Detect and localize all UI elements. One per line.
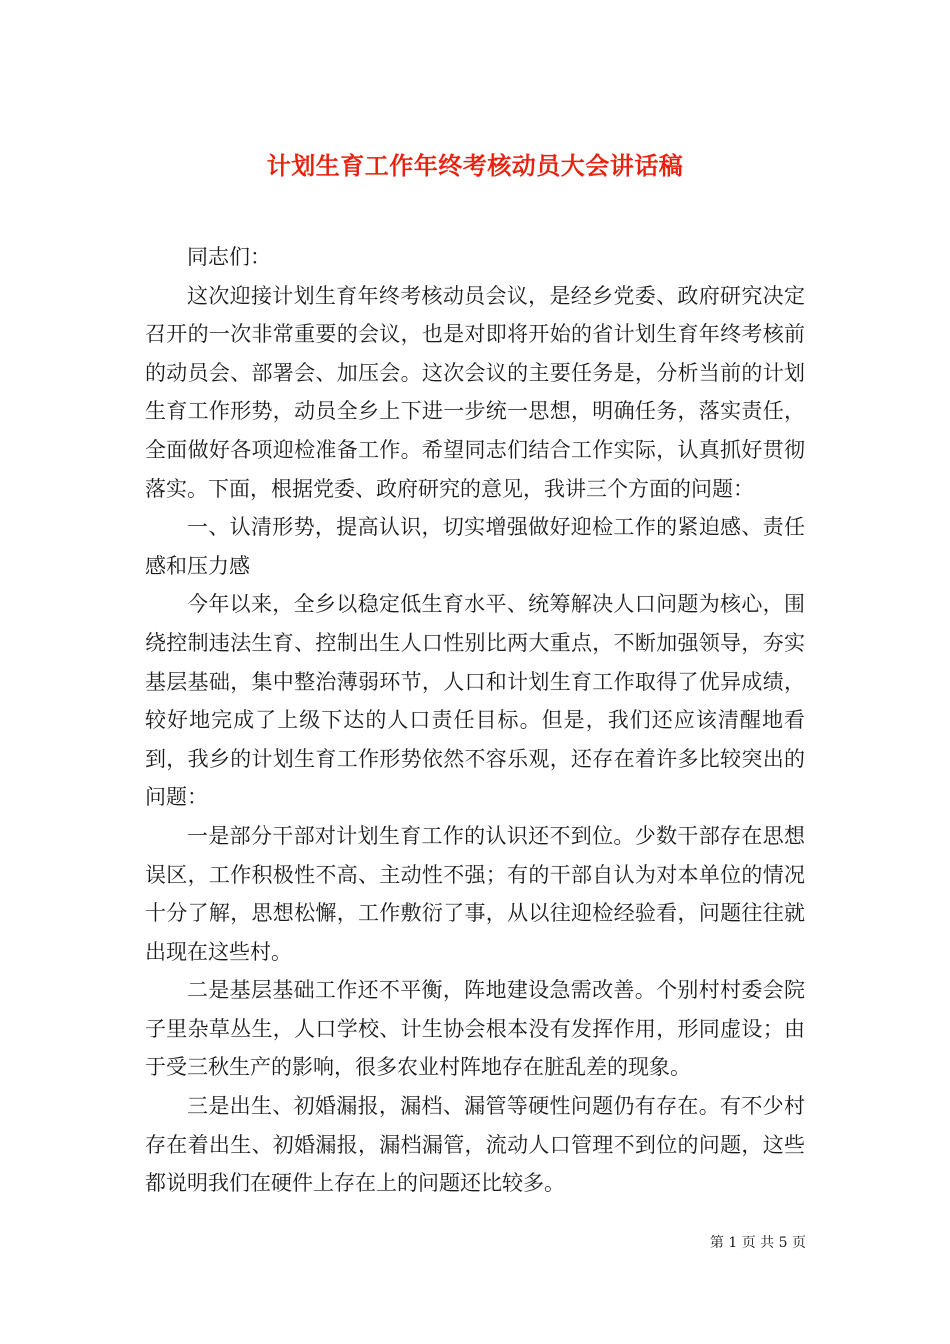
section-heading-one: 一、认清形势，提高认识，切实增强做好迎检工作的紧迫感、责任感和压力感 [145, 515, 805, 578]
document-body [145, 238, 805, 1203]
paragraph-problem-one: 一是部分干部对计划生育工作的认识还不到位。少数干部存在思想误区，工作积极性不高、主动性不强；有的干部自认为对本单位的情况十分了解，思想松懈，工作敷衍了事，从以往迎检经验看，问题往往就出现在这些村。 [145, 823, 805, 964]
paragraph-situation: 今年以来，全乡以稳定低生育水平、统筹解决人口问题为核心，围绕控制违法生育、控制出生人口性别比两大重点，不断加强领导，夯实基层基础，集中整治薄弱环节，人口和计划生育工作取得了优异成绩，较好地完成了上级下达的人口责任目标。但是，我们还应该清醒地看到，我乡的计划生育工作形势依然不容乐观，还存在着许多比较突出的问题： [145, 592, 805, 810]
salutation: 同志们： [187, 245, 271, 269]
page-number-footer: 第 1 页 共 5 页 [709, 1235, 806, 1251]
paragraph-problem-three: 三是出生、初婚漏报，漏档、漏管等硬性问题仍有存在。有不少村存在着出生、初婚漏报，漏档漏管，流动人口管理不到位的问题，这些都说明我们在硬件上存在上的问题还比较多。 [145, 1094, 805, 1196]
paragraph-problem-two: 二是基层基础工作还不平衡，阵地建设急需改善。个别村村委会院子里杂草丛生，人口学校、计生协会根本没有发挥作用，形同虚设；由于受三秋生产的影响，很多农业村阵地存在脏乱差的现象。 [145, 978, 805, 1080]
paragraph-intro: 这次迎接计划生育年终考核动员会议，是经乡党委、政府研究决定召开的一次非常重要的会议，也是对即将开始的省计划生育年终考核前的动员会、部署会、加压会。这次会议的主要任务是，分析当前的计划生育工作形势，动员全乡上下进一步统一思想，明确任务，落实责任，全面做好各项迎检准备工作。希望同志们结合工作实际，认真抓好贯彻落实。下面，根据党委、政府研究的意见，我讲三个方面的问题： [145, 283, 805, 501]
document-title: 计划生育工作年终考核动员大会讲话稿 [266, 151, 684, 181]
